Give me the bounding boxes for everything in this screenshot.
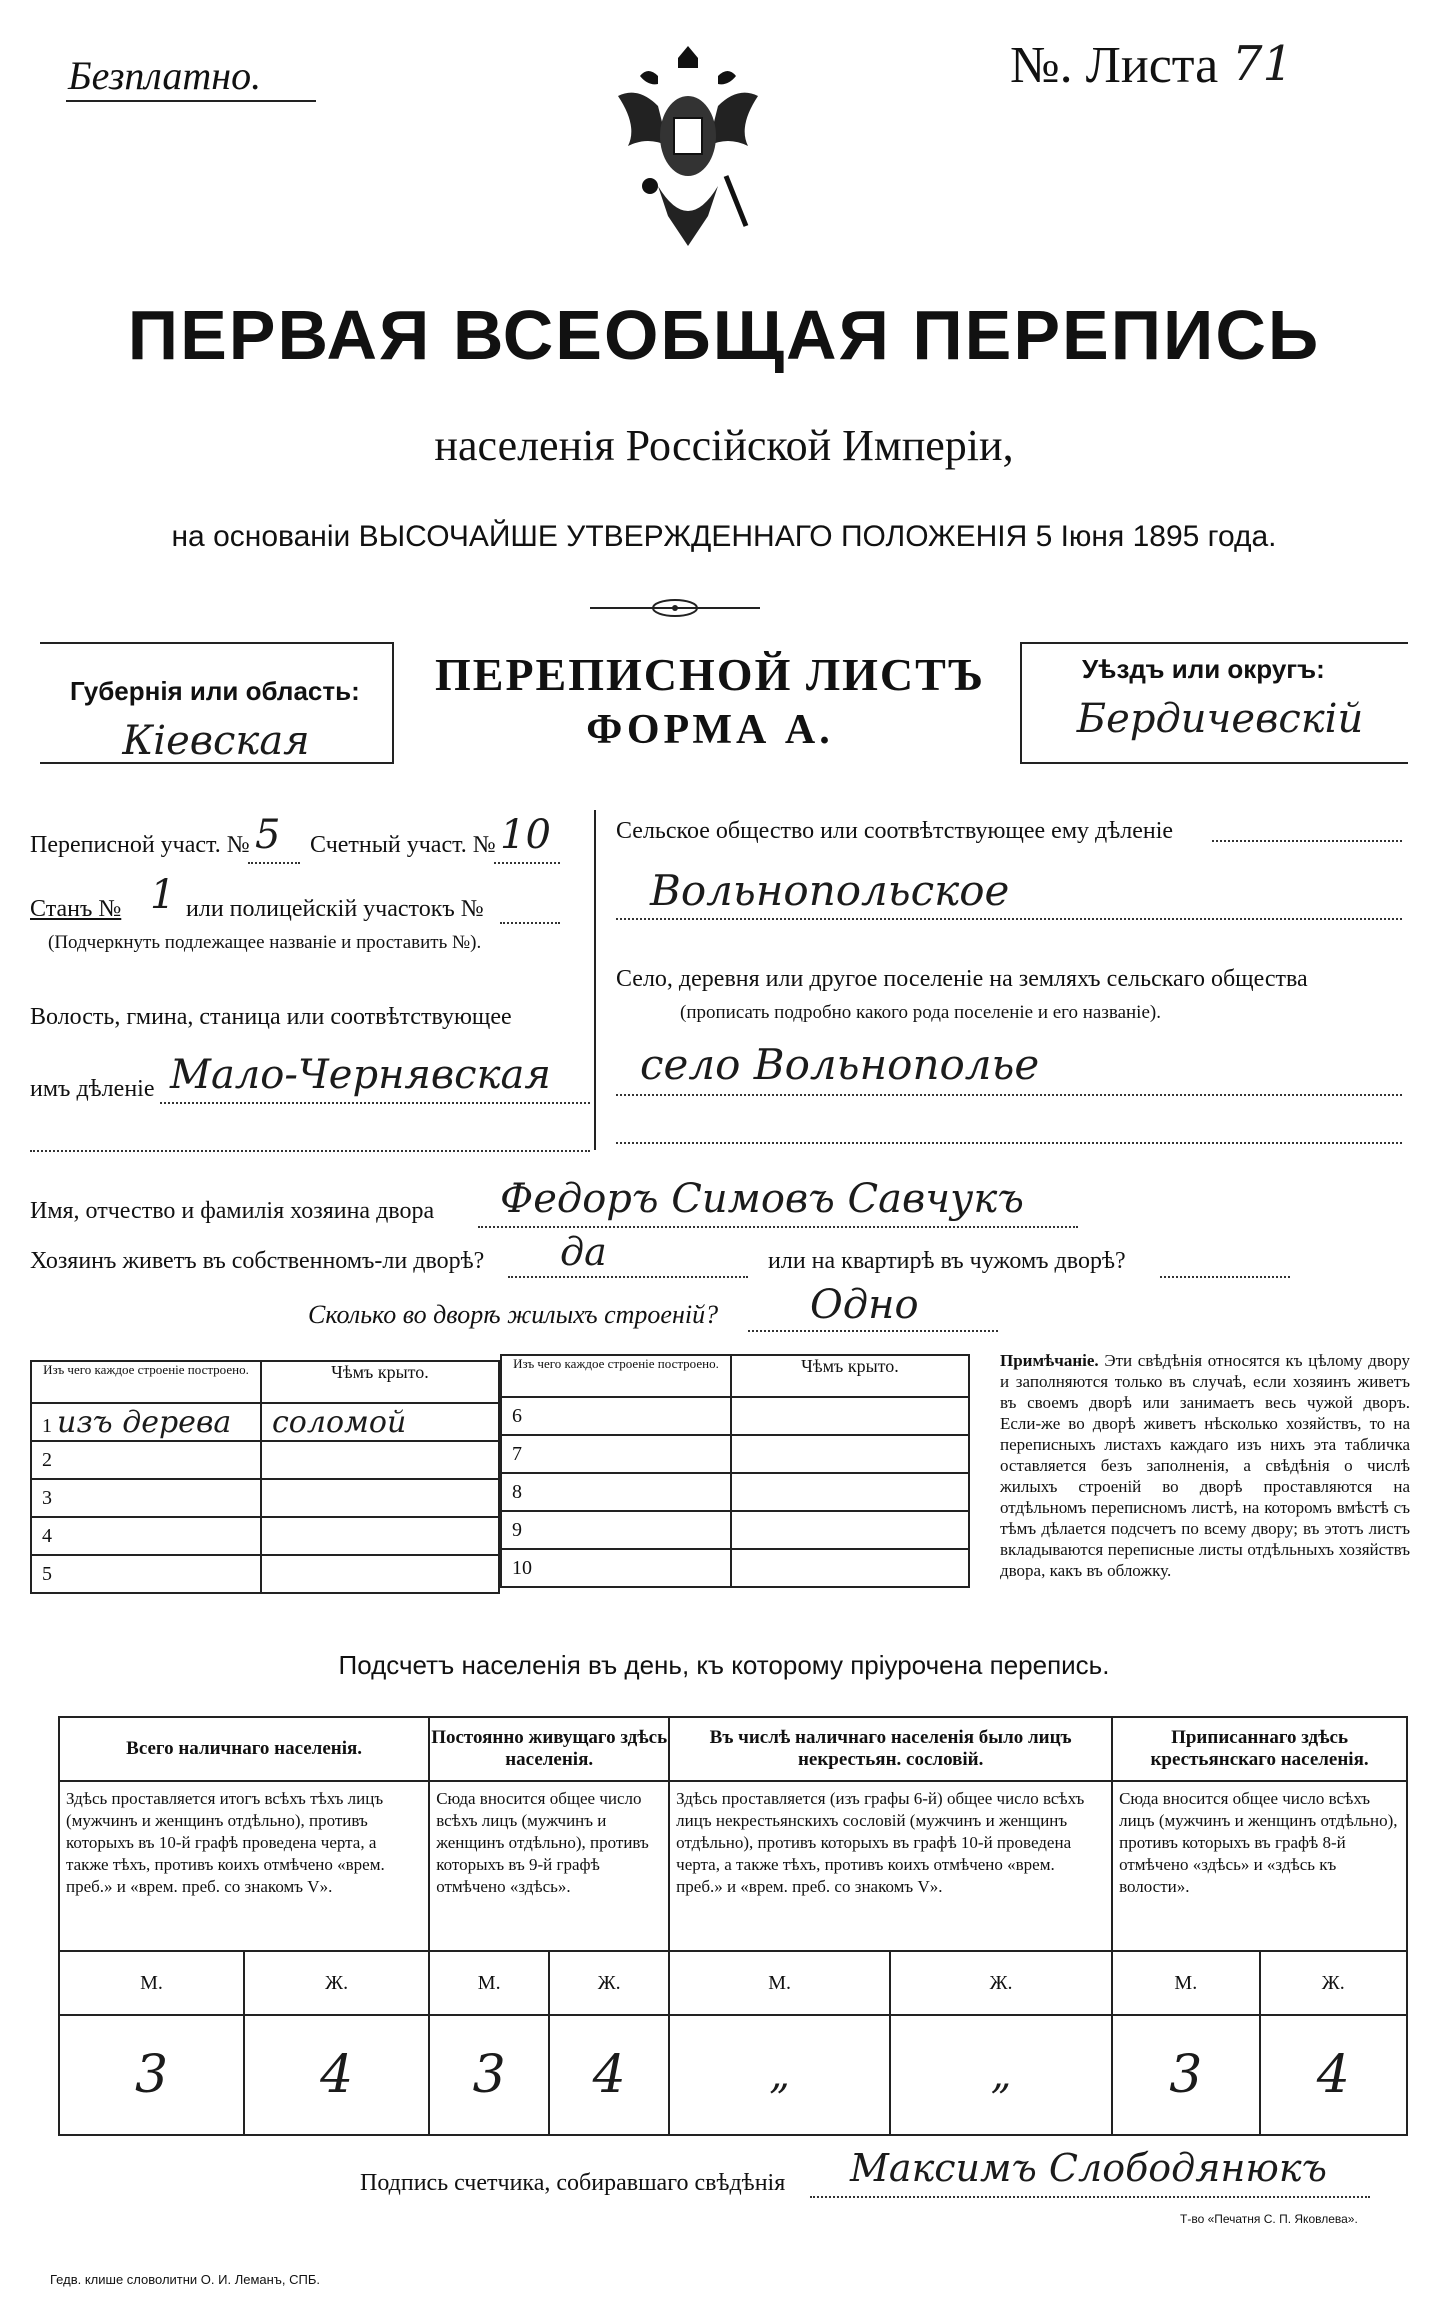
own-yard-dots [508,1276,748,1278]
volost-dots-2 [30,1150,590,1152]
count-col3-desc: Здѣсь проставляется (изъ графы 6-й) общее число всѣхъ лицъ некрестьянскихъ сословій (мужчинъ и женщинъ отдѣльно), противъ которыхъ въ графѣ 10-й проведена черта, а также тѣхъ, противъ коихъ отмѣчено «врем. преб.» и «врем. преб. со знакомъ V». [669,1781,1112,1951]
count-col1-header: Всего наличнаго населенія. [59,1717,429,1781]
village-dots [616,1094,1402,1096]
province-bottom-rule [40,762,394,764]
stan-label: Станъ № [30,896,122,922]
roof-col-header-2: Чѣмъ крыто. [731,1355,969,1397]
table-row: 10 [501,1549,731,1587]
own-yard-label: Хозяинъ живетъ въ собственномъ-ли дворѣ? [30,1248,485,1274]
buildings-table-left [30,1360,500,1594]
header-divider-right [1020,642,1022,762]
district-label: Уѣздъ или округъ: [1082,654,1325,684]
signature-label: Подпись счетчика, собиравшаго свѣдѣнія [360,2170,786,2196]
count-value: 4 [549,2015,669,2135]
material-col-header: Изъ чего каждое строеніе построено. [31,1361,261,1403]
table-row: 1 изъ дерева [31,1403,261,1441]
owner-name-value: Федоръ Симовъ Савчукъ [500,1176,1024,1222]
free-label: Безплатно. [68,53,262,98]
form-label: ФОРМА А. [586,707,834,753]
count-value: 3 [1112,2015,1259,2135]
buildings-label: Сколько во дворѣ жилыхъ строеній? [308,1300,719,1329]
roof-cell: соломой [261,1403,499,1441]
district-value: Бердичевскій [1076,696,1364,742]
owner-name-dots [478,1226,1078,1228]
note-block [1000,1350,1410,1581]
village-note: (прописать подробно какого рода поселеніе и его названіе). [680,1002,1161,1023]
sheet-number-value: 71 [1232,36,1294,92]
count-col4-header: Приписаннаго здѣсь крестьянскаго населенія. [1112,1717,1407,1781]
f-header: Ж. [890,1951,1112,2015]
village-label: Село, деревня или другое поселеніе на земляхъ сельскаго общества [616,966,1308,992]
note-text: Эти свѣдѣнія относятся къ цѣлому двору и заполняются только въ случаѣ, если хозяинъ живетъ въ своемъ дворѣ или занимаетъ весь чужой дворъ. Если-же во дворѣ живетъ нѣсколько хозяйствъ, то на переписныхъ листахъ каждаго изъ нихъ эта табличка оставляется безъ заполненія, а свѣдѣнія о числѣ жилыхъ строеній во дворѣ проставляются на отдѣльномъ переписномъ листѣ, на которомъ вмѣстѣ съ тѣмъ дѣлается подсчетъ по всему двору; въ этотъ листъ вкладываются переписные листы отдѣльныхъ хозяйствъ двора, какъ въ обложку. [1000,1351,1411,1580]
count-col3-header: Въ числѣ наличнаго населенія было лицъ некрестьян. сословій. [669,1717,1112,1781]
count-value: „ [890,2015,1112,2135]
f-header: Ж. [1260,1951,1407,2015]
table-row: 2 [31,1441,261,1479]
count-district-value: 10 [500,812,551,858]
sheet-number-label: №. Листа [1010,37,1219,94]
count-table [58,1716,1408,2136]
roof-col-header: Чѣмъ крыто. [261,1361,499,1403]
buildings-dots [748,1330,998,1332]
district-bottom-rule [1020,762,1408,764]
signature-value: Максимъ Слободянюкъ [850,2146,1327,2190]
census-district-label: Переписной участ. № [30,832,250,858]
m-header: М. [1112,1951,1259,2015]
count-col2-header: Постоянно живущаго здѣсь населенія. [429,1717,669,1781]
buildings-table-right [500,1354,970,1588]
underline-note: (Подчеркнуть подлежащее названіе и проставить №). [48,932,482,953]
f-header: Ж. [549,1951,669,2015]
province-value: Кіевская [122,718,310,764]
count-district-dots [494,862,560,864]
footer-left: Гедв. клише словолитни О. И. Леманъ, СПБ. [50,2272,321,2287]
police-label: или полицейскій участокъ № [186,896,484,922]
census-district-value: 5 [255,812,281,858]
main-title: ПЕРВАЯ ВСЕОБЩАЯ ПЕРЕПИСЬ [127,296,1321,374]
police-dots [500,922,560,924]
m-header: М. [669,1951,890,2015]
basis-line: на основаніи ВЫСОЧАЙШЕ УТВЕРЖДЕННАГО ПОЛОЖЕНІЯ 5 Іюня 1895 года. [171,520,1277,553]
fields-divider [594,810,596,1150]
society-dots [1212,840,1402,842]
volost-dots [160,1102,590,1104]
sheet-title: ПЕРЕПИСНОЙ ЛИСТЪ [434,649,986,700]
subtitle: населенія Россійской Имперіи, [434,421,1014,470]
header-top-rule-left [40,642,392,644]
table-row: 3 [31,1479,261,1517]
other-yard-dots [1160,1276,1290,1278]
count-value: 3 [59,2015,244,2135]
volost-value: Мало-Чернявская [170,1052,551,1098]
count-value: 4 [244,2015,429,2135]
free-underline [66,100,316,102]
table-row: 7 [501,1435,731,1473]
count-value: 3 [429,2015,549,2135]
note-title: Примѣчаніе. [1000,1351,1099,1370]
header-top-rule-right [1020,642,1408,644]
volost-label: Волость, гмина, станица или соотвѣтствующее [30,1004,512,1030]
material-col-header-2: Изъ чего каждое строеніе построено. [501,1355,731,1397]
footer-right: Т-во «Печатня С. П. Яковлева». [1180,2212,1358,2226]
table-row: 5 [31,1555,261,1593]
owner-name-label: Имя, отчество и фамилія хозяина двора [30,1198,435,1224]
count-district-label: Счетный участ. № [310,832,496,858]
count-value: 4 [1260,2015,1407,2135]
village-dots-2 [616,1142,1402,1144]
division-label: имъ дѣленіе [30,1076,155,1102]
village-value: село Вольнополье [640,1040,1040,1089]
count-title: Подсчетъ населенія въ день, къ которому пріурочена перепись. [338,1650,1110,1680]
stan-value: 1 [150,872,176,918]
province-label: Губернія или область: [70,676,360,706]
m-header: М. [429,1951,549,2015]
count-col4-desc: Сюда вносится общее число всѣхъ лицъ (мужчинъ и женщинъ отдѣльно), противъ которыхъ въ графѣ 8-й отмѣчено «здѣсь» и «здѣсь къ волости». [1112,1781,1407,1951]
m-header: М. [59,1951,244,2015]
f-header: Ж. [244,1951,429,2015]
signature-dots [810,2196,1370,2198]
census-district-dots [248,862,300,864]
table-row: 4 [31,1517,261,1555]
society-label: Сельское общество или соотвѣтствующее ему дѣленіе [616,818,1174,844]
own-yard-value: да [560,1230,607,1274]
table-row: 6 [501,1397,731,1435]
table-row: 8 [501,1473,731,1511]
header-divider-left [392,642,394,762]
table-row: 9 [501,1511,731,1549]
count-col2-desc: Сюда вносится общее число всѣхъ лицъ (мужчинъ и женщинъ отдѣльно), противъ которыхъ въ 9-й графѣ отмѣчено «здѣсь». [429,1781,669,1951]
count-value: „ [669,2015,890,2135]
imperial-eagle-icon [598,36,778,256]
society-value: Вольнопольское [650,866,1010,915]
society-dots-2 [616,918,1402,920]
count-col1-desc: Здѣсь проставляется итогъ всѣхъ тѣхъ лицъ (мужчинъ и женщинъ отдѣльно), противъ которыхъ въ 10-й графѣ проведена черта, а также тѣхъ, противъ коихъ отмѣчено «врем. преб.» и «врем. преб. со знакомъ V». [59,1781,429,1951]
other-yard-label: или на квартирѣ въ чужомъ дворѣ? [768,1248,1126,1274]
ornament-divider [590,596,760,620]
buildings-value: Одно [810,1282,919,1328]
